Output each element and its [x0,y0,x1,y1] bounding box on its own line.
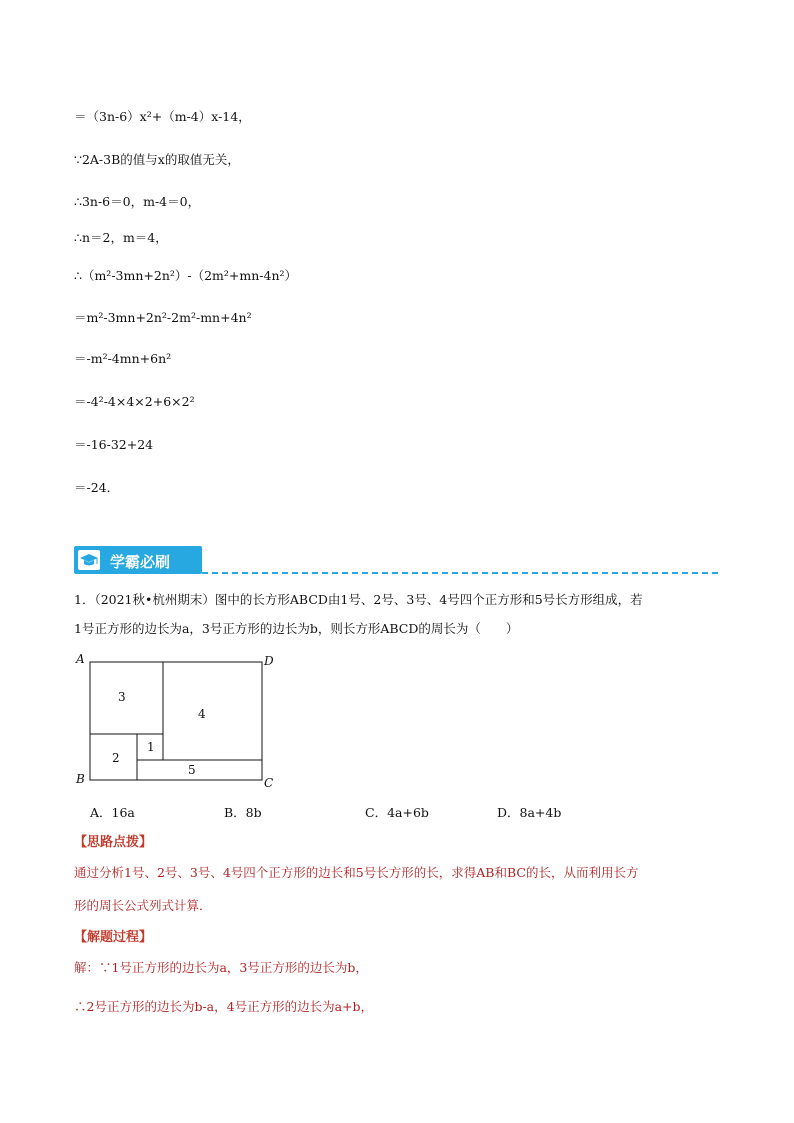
solution-line-10: ＝-24． [74,480,120,495]
square-4-label: 4 [198,707,206,721]
solution-line-7: ＝-m²-4mn+6n² [74,351,172,366]
rectangle-5-label: 5 [188,763,196,777]
process-line-2: ∴2号正方形的边长为b-a，4号正方形的边长为a+b， [74,999,374,1014]
corner-a-label: A [76,652,85,666]
process-heading: 【解题过程】 [74,930,153,945]
square-1-label: 1 [147,740,155,754]
rectangle-figure [74,650,284,790]
corner-c-label: C [264,776,274,790]
solution-line-1: ＝（3n-6）x²+（m-4）x-14， [74,109,251,124]
section-title: 学霸必刷 [110,553,171,571]
question-line-2: 1号正方形的边长为a，3号正方形的边长为b，则长方形ABCD的周长为（ ） [74,621,519,636]
section-banner [74,546,724,576]
solution-line-6: ＝m²-3mn+2n²-2m²-mn+4n² [74,310,252,325]
graduation-cap-icon [78,550,100,570]
solution-line-9: ＝-16-32+24 [74,437,154,452]
option-a[interactable]: A．16a [90,805,135,820]
hint-line-2: 形的周长公式列式计算． [74,898,212,913]
section-banner-box [74,546,202,574]
solution-line-8: ＝-4²-4×4×2+6×2² [74,394,195,409]
option-b[interactable]: B．8b [224,805,262,820]
option-c[interactable]: C．4a+6b [365,805,429,820]
solution-line-2: ∵2A-3B的值与x的取值无关， [74,152,240,167]
solution-line-4: ∴n＝2，m＝4， [74,230,168,245]
option-d[interactable]: D．8a+4b [497,805,562,820]
corner-d-label: D [264,654,274,668]
square-2-label: 2 [112,751,120,765]
solution-line-5: ∴（m²-3mn+2n²）-（2m²+mn-4n²） [74,268,298,283]
square-3-label: 3 [118,690,126,704]
solution-line-3: ∴3n-6＝0，m-4＝0， [74,194,201,209]
hint-heading: 【思路点拨】 [74,835,153,850]
corner-b-label: B [76,772,85,786]
question-line-1: 1．（2021秋•杭州期末）图中的长方形ABCD由1号、2号、3号、4号四个正方形和5号长方形组成，若 [74,592,643,607]
hint-line-1: 通过分析1号、2号、3号、4号四个正方形的边长和5号长方形的长，求得AB和BC的长，从而利用长方 [74,865,639,880]
process-line-1: 解：∵1号正方形的边长为a，3号正方形的边长为b， [74,960,368,975]
section-divider [202,572,718,574]
